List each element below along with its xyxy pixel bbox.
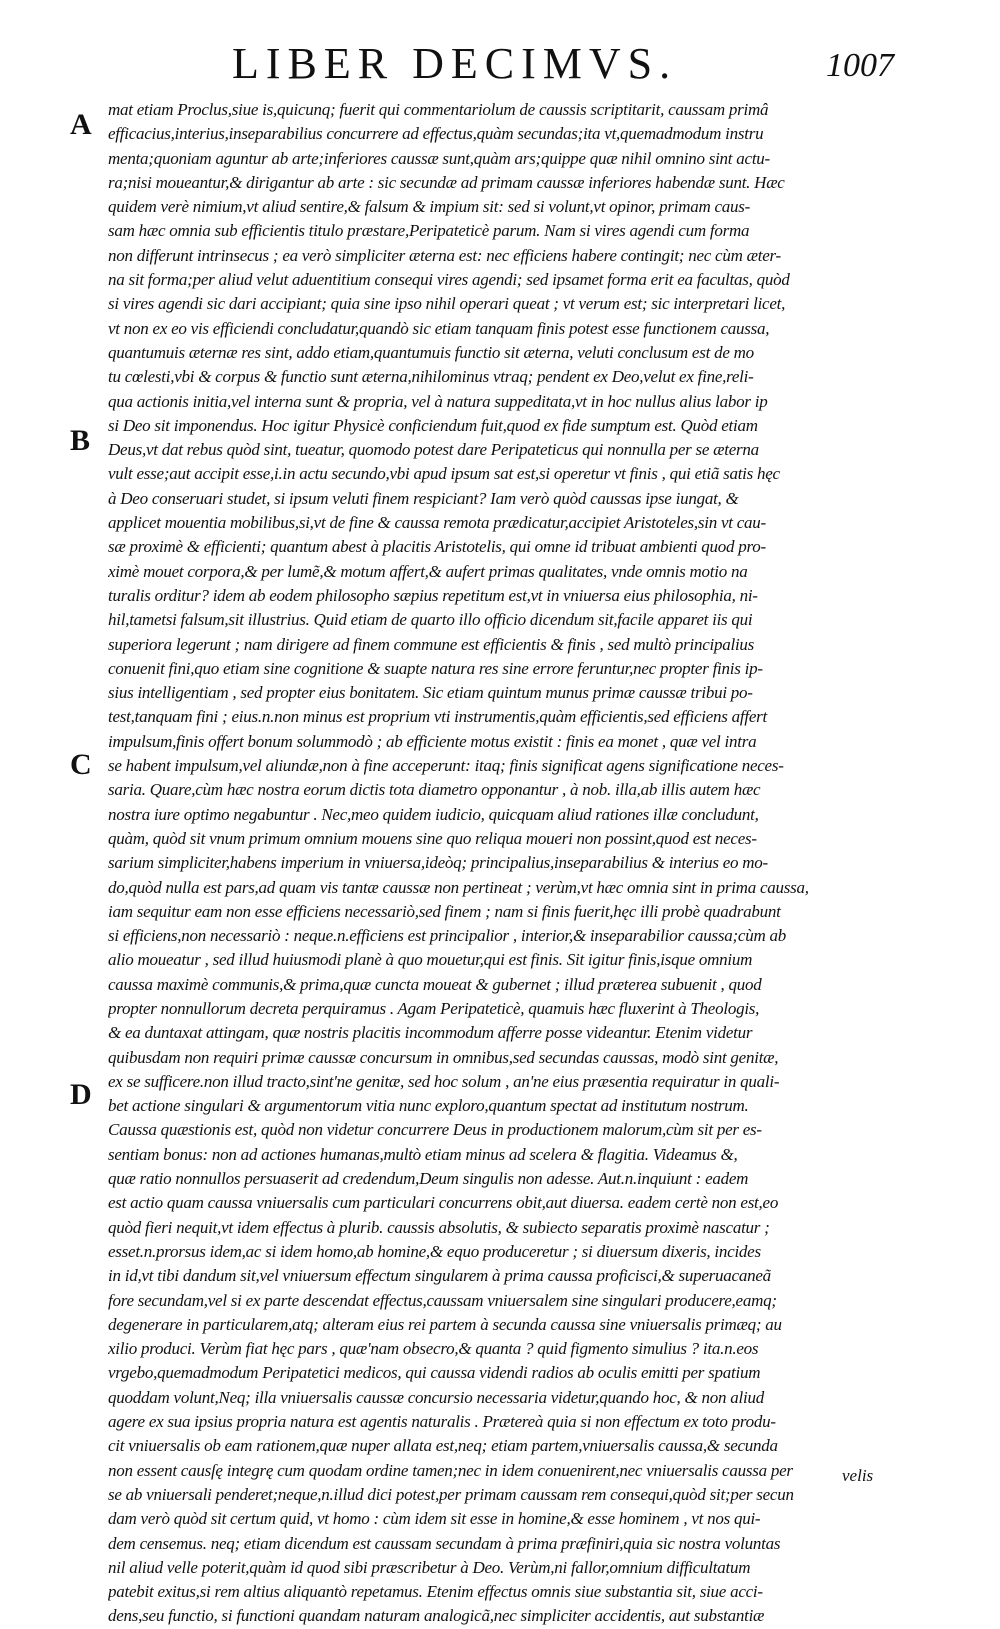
text-line: vult esse;aut accipit esse,i.in actu secundo,vbi apud ipsum sat est,si operetur vt finis , qui etiã satis hęc <box>108 464 780 484</box>
text-line: esset.n.prorsus idem,ac si idem homo,ab homine,& equo produceretur ; si diuersum dixeris, incides <box>108 1241 761 1261</box>
text-line: cit vniuersalis ob eam rationem,quæ nuper allata est,neq; etiam partem,vniuersalis caussa,& secunda <box>108 1436 778 1456</box>
text-line: applicet mouentia mobilibus,si,vt de fine & caussa remota prædicatur,accipiet Aristoteles,sin vt cau- <box>108 513 766 533</box>
text-line: caussa maximè communis,& prima,quæ cuncta moueat & gubernet ; illud præterea subuenit , quod <box>108 974 762 994</box>
text-line: quàm, quòd sit vnum primum omnium mouens sine quo reliqua moueri non possint,quod est neces- <box>108 828 757 848</box>
text-line: menta;quoniam aguntur ab arte;inferiores caussæ sunt,quàm ars;quippe quæ nihil omnino sint actu- <box>108 148 770 168</box>
text-line: se ab vniuersali penderet;neque,n.illud dici potest,per primam caussam rem consequi,quòd sit;per secun <box>108 1484 794 1504</box>
catchword: velis <box>842 1466 874 1485</box>
page-number: 1007 <box>826 47 894 84</box>
text-line: na sit forma;per aliud velut aduentitium consequi vires agendi; sed ipsamet forma erit ea facultas, quòd <box>108 270 790 290</box>
text-line: sarium simpliciter,habens imperium in vniuersa,ideòq; principalius,inseparabilius & interius eo mo- <box>108 853 768 873</box>
text-line: quantumuis æternæ res sint, addo etiam,quantumuis functio sit æterna, veluti conclusum est de mo <box>108 342 754 362</box>
text-line: vrgebo,quemadmodum Peripatetici medicos, qui caussa videndi radios ab oculis emitti per spatium <box>108 1363 761 1383</box>
text-line: quidem verè nimium,vt aliud sentire,& falsum & impium sit: sed si volunt,vt opinor, primam caus- <box>108 197 751 217</box>
margin-letter-b: B <box>70 424 91 457</box>
text-line: ra;nisi moueantur,& dirigantur ab arte : sic secundæ ad primam caussæ inferiores habendæ sunt. Hæc <box>108 172 785 192</box>
text-line: sæ proximè & efficienti; quantum abest à placitis Aristotelis, qui omne id tribuat ambienti quod pro- <box>108 537 766 557</box>
text-line: si Deo sit imponendus. Hoc igitur Physicè conficiendum fuit,quod ex fide sumptum est. Quòd etiam <box>108 415 758 435</box>
text-line: & ea duntaxat attingam, quæ nostris placitis incommodum afferre posse videantur. Etenim videtur <box>108 1023 753 1043</box>
text-line: non essent causſę integrę cum quodam ordine tamen;nec in idem conuenirent,nec vniuersalis caussa per <box>108 1460 793 1480</box>
margin-letter-c: C <box>70 748 92 781</box>
text-line: patebit exitus,si rem altius aliquantò repetamus. Etenim effectus omnis siue substantia sit, siue acci- <box>108 1582 763 1602</box>
text-line: dam verò quòd sit certum quid, vt homo : cùm idem sit esse in homine,& esse hominem , vt nos qui- <box>108 1509 761 1529</box>
text-line: sius intelligentiam , sed propter eius bonitatem. Sic etiam quintum munus primæ caussæ tribui po- <box>108 683 753 703</box>
text-line: mat etiam Proclus,siue is,quicunq; fuerit qui commentariolum de caussis scriptitarit, caussam primâ <box>108 100 769 119</box>
text-line: si efficiens,non necessariò : neque.n.efficiens est principalior , interior,& inseparabilior caussa;cùm ab <box>108 926 786 946</box>
text-line: quibusdam non requiri primæ caussæ concursum in omnibus,sed secundas caussas, modò sint genitæ, <box>108 1047 779 1067</box>
text-line: quæ ratio nonnullos persuaserit ad credendum,Deum singulis non adesse. Aut.n.inquiunt : eadem <box>108 1169 749 1189</box>
text-line: sam hæc omnia sub efficientis titulo præstare,Peripateticè parum. Nam si vires agendi cum forma <box>108 221 750 241</box>
text-line: se habent impulsum,vel aliundæ,non à fine acceperunt: itaq; finis significat agens significatione neces- <box>108 756 784 776</box>
text-line: conuenit fini,quo etiam sine cognitione & suapte natura res sine errore feruntur,nec propter finis ip- <box>108 658 763 678</box>
running-title: LIBER DECIMVS. <box>232 39 678 88</box>
text-line: ximè mouet corpora,& per lumẽ,& motum affert,& aufert primas qualitates, vnde omnis motio na <box>108 561 748 581</box>
margin-letter-a: A <box>70 108 92 141</box>
text-line: alio moueatur , sed illud huiusmodi planè à quo mouetur,qui est finis. Sit igitur finis,isque omnium <box>108 950 753 970</box>
text-line: à Deo conseruari studet, si ipsum veluti finem respiciant? Iam verò quòd caussas ipse iungat, & <box>108 488 739 508</box>
text-line: iam sequitur eam non esse efficiens necessariò,sed finem ; nam si finis fuerit,hęc illi probè quadrabunt <box>108 901 781 921</box>
text-line: vt non ex eo vis efficiendi concludatur,quandò sic etiam tanquam finis potest esse functionem caussa, <box>108 318 770 338</box>
text-line: hil,tametsi falsum,sit illustrius. Quid etiam de quarto illo officio dicendum sit,facile apparet iis qui <box>108 610 753 630</box>
text-line: degenerare in particularem,atq; alteram eius rei partem à secunda caussa sine vniuersalis primæq; au <box>108 1314 782 1334</box>
text-line: superiora legerunt ; nam dirigere ad finem commune est efficientis & finis , sed multò principalius <box>108 634 755 654</box>
text-line: nostra iure optimo negabuntur . Nec,meo quidem iudicio, quicquam aliud rationes illæ concludunt, <box>108 804 759 824</box>
text-line: Deus,vt dat rebus quòd sint, tueatur, quomodo potest dare Peripateticus qui nonnulla per se æterna <box>108 440 759 460</box>
text-line: saria. Quare,cùm hæc nostra eorum dictis tota diametro opponantur , à nob. illa,ab illis autem hæc <box>108 780 761 800</box>
text-line: est actio quam caussa vniuersalis cum particulari concurrens obit,aut diuersa. eadem certè non est,eo <box>108 1193 779 1213</box>
text-line: non differunt intrinsecus ; ea verò simpliciter æterna est: nec efficiens habere contingit; nec cùm æter- <box>108 245 781 265</box>
text-line: nil aliud velle poterit,quàm id quod sibi præscribetur à Deo. Verùm,ni fallor,omnium difficultatum <box>108 1557 751 1577</box>
text-line: qua actionis initia,vel interna sunt & propria, vel à natura suppeditata,vt in hoc nullus alius labor ip <box>108 391 768 411</box>
text-line: dem censemus. neq; etiam dicendum est caussam secundam à prima præfiniri,quia sic nostra voluntas <box>108 1533 781 1553</box>
text-line: xilio produci. Verùm fiat hęc pars , quæ'nam obsecro,& quanta ? quid figmento simulius ? ita.n.eos <box>108 1339 759 1359</box>
margin-letter-d: D <box>70 1078 92 1111</box>
text-line: quòd fieri nequit,vt idem effectus à plurib. caussis absolutis, & subiecto separatis proximè nascatur ; <box>108 1217 770 1237</box>
text-line: propter nonnullorum decreta perquiramus . Agam Peripateticè, quamuis hæc fluxerint à Theologis, <box>108 998 760 1018</box>
text-line: quoddam volunt,Neq; illa vniuersalis caussæ concursio necessaria videtur,quando hoc, & non aliud <box>108 1387 764 1407</box>
text-line: si vires agendi sic dari accipiant; quia sine ipso nihil operari queat ; vt verum est; sic interpretari licet, <box>108 294 786 314</box>
text-line: impulsum,finis offert bonum solummodò ; ab efficiente motus existit : finis ea monet , quæ vel intra <box>108 731 757 751</box>
text-line: agere ex sua ipsius propria natura est agentis naturalis . Prætereà quia si non effectum ex toto produ- <box>108 1412 776 1432</box>
text-line: Caussa quæstionis est, quòd non videtur concurrere Deus in productionem malorum,cùm sit per es- <box>108 1120 762 1140</box>
text-line: in id,vt tibi dandum sit,vel vniuersum effectum singularem à prima caussa proficisci,& superuacaneã <box>108 1266 771 1286</box>
text-line: do,quòd nulla est pars,ad quam vis tantæ caussæ non pertineat ; verùm,vt hæc omnia sint in prima caussa, <box>108 877 809 897</box>
text-line: test,tanquam fini ; eius.n.non minus est proprium vti instrumentis,quàm efficientis,sed efficiens affert <box>108 707 767 727</box>
text-line: dens,seu functio, si functioni quandam naturam analogicã,nec simpliciter accidentis, aut substantiæ <box>108 1606 765 1626</box>
text-line: fore secundam,vel si ex parte descendat effectus,caussam vniuersalem sine singulari producere,eamq; <box>108 1290 777 1310</box>
text-line: turalis orditur? idem ab eodem philosopho sæpius repetitum est,vt in vniuersa eius philosophia, ni- <box>108 585 758 605</box>
text-line: tu cœlesti,vbi & corpus & functio sunt æterna,nihilominus vtraq; pendent ex Deo,velut ex fine,reli- <box>108 367 754 387</box>
text-line: ex se sufficere.non illud tracto,sint'ne genitæ, sed hoc solum , an'ne eius præsentia requiratur in quali- <box>108 1071 780 1091</box>
text-line: bet actione singulari & argumentorum vitia nunc exploro,quantum spectat ad institutum nostrum. <box>108 1096 749 1116</box>
body-text <box>108 98 908 1629</box>
text-line: efficacius,interius,inseparabilius concurrere ad effectus,quàm secundas;ita vt,quemadmodum instru <box>108 124 764 144</box>
text-line: sentiam bonus: non ad actiones humanas,multò etiam minus ad scelera & flagitia. Videamus &, <box>108 1144 738 1164</box>
